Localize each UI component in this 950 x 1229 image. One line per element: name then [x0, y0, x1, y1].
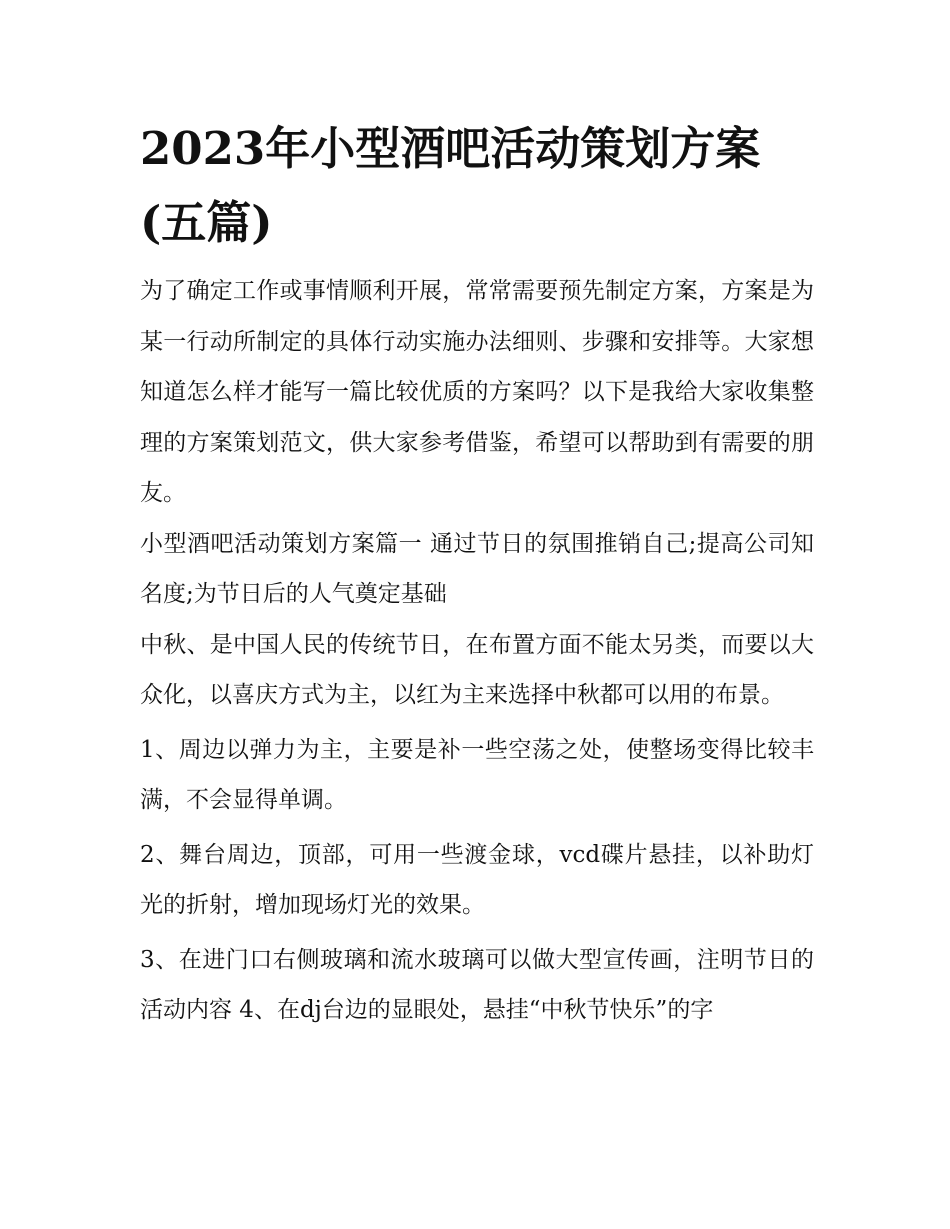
list-item-1: 1、周边以弹力为主，主要是补一些空荡之处，使整场变得比较丰满，不会显得单调。 — [140, 736, 814, 813]
section-one-heading-paragraph: 小型酒吧活动策划方案篇一 通过节日的氛围推销自己;提高公司知名度;为节日后的人气奠定基础 — [140, 530, 814, 607]
document-body — [140, 112, 814, 1036]
document-title: 2023年小型酒吧活动策划方案(五篇) — [140, 122, 761, 249]
list-item-3: 3、在进门口右侧玻璃和流水玻璃可以做大型宣传画，注明节日的活动内容 4、在dj台边的显眼处，悬挂“中秋节快乐”的字 — [140, 946, 814, 1023]
intro-paragraph: 为了确定工作或事情顺利开展，常常需要预先制定方案，方案是为某一行动所制定的具体行动实施办法细则、步骤和安排等。大家想知道怎么样才能写一篇比较优质的方案吗？以下是我给大家收集整理的方案策划范文，供大家参考借鉴，希望可以帮助到有需要的朋友。 — [140, 278, 814, 506]
decoration-principle-paragraph: 中秋、是中国人民的传统节日，在布置方面不能太另类，而要以大众化，以喜庆方式为主，以红为主来选择中秋都可以用的布景。 — [140, 631, 814, 708]
list-item-2: 2、舞台周边，顶部，可用一些渡金球，vcd碟片悬挂，以补助灯光的折射，增加现场灯光的效果。 — [140, 841, 814, 918]
